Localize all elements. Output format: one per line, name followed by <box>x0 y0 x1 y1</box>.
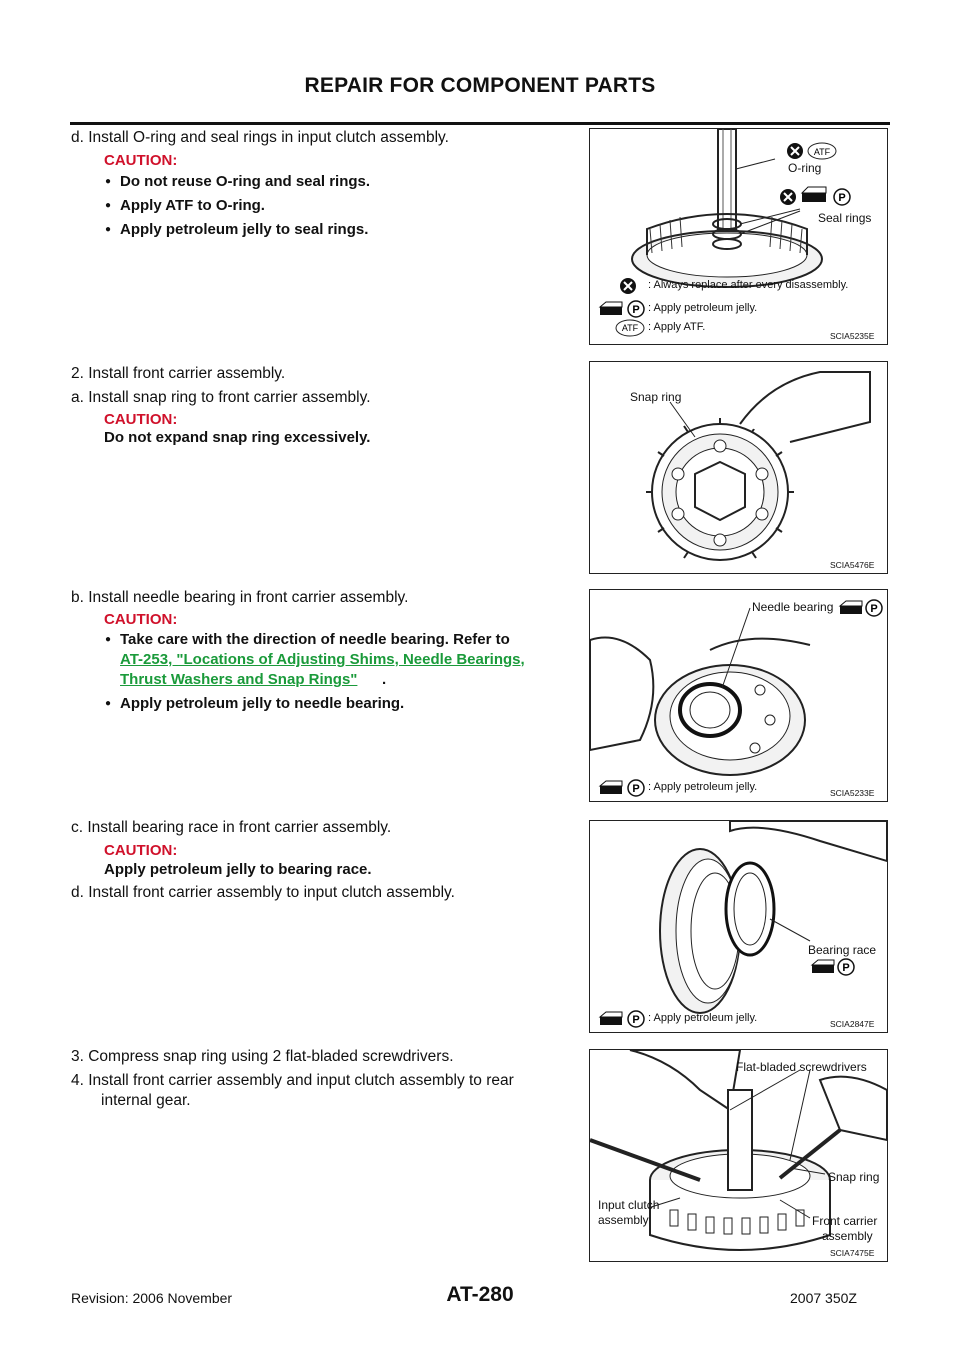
illustration-needle-bearing <box>590 590 887 801</box>
label-o-ring: O-ring <box>788 161 822 175</box>
petroleum-jelly-p-icon <box>838 959 854 975</box>
step-d-install-front-carrier-to-clutch: d. Install front carrier assembly to input clutch assembly. <box>71 884 455 901</box>
petroleum-jelly-brush-icon <box>600 1012 622 1025</box>
page-header-title: REPAIR FOR COMPONENT PARTS <box>304 74 656 97</box>
replace-x-icon <box>787 143 803 159</box>
step-2-install-front-carrier: 2. Install front carrier assembly. <box>71 365 286 382</box>
svg-text:P: P <box>870 603 878 615</box>
petroleum-jelly-p-icon <box>628 1011 644 1027</box>
caution-label: CAUTION: <box>104 411 178 428</box>
figure-bearing-race <box>589 820 888 1033</box>
label-needle-bearing: Needle bearing <box>752 600 834 614</box>
caution-text: Do not expand snap ring excessively. <box>104 429 371 446</box>
caution-label: CAUTION: <box>104 152 178 169</box>
petroleum-jelly-p-icon <box>628 780 644 796</box>
label-snap-ring: Snap ring <box>630 390 682 404</box>
caution-bullet: ● Apply ATF to O-ring. <box>120 196 265 216</box>
figure-code: SCIA2847E <box>830 1019 875 1029</box>
step-d-install-o-ring: d. Install O-ring and seal rings in input clutch assembly. <box>71 129 449 146</box>
petroleum-jelly-brush-icon <box>600 781 622 794</box>
caution-label: CAUTION: <box>104 611 178 628</box>
step-4-install-assemblies-line1: 4. Install front carrier assembly and input clutch assembly to rear <box>71 1072 514 1089</box>
svg-text:P: P <box>632 1014 640 1026</box>
caution-bullet: ● Do not reuse O-ring and seal rings. <box>120 172 370 192</box>
svg-text:P: P <box>842 962 850 974</box>
label-bearing-race: Bearing race <box>808 943 877 957</box>
figure-needle-bearing <box>589 589 888 802</box>
petroleum-jelly-brush-icon <box>802 187 826 202</box>
footer-revision: Revision: 2006 November <box>71 1290 233 1306</box>
label-front-carrier-line2: assembly <box>822 1229 873 1243</box>
svg-text:P: P <box>632 304 640 316</box>
header-rule <box>70 122 890 125</box>
legend-petroleum-jelly: : Apply petroleum jelly. <box>648 302 758 314</box>
petroleum-jelly-brush-icon <box>840 601 862 614</box>
legend-apply-atf: : Apply ATF. <box>648 321 706 333</box>
figure-code: SCIA5476E <box>830 560 875 570</box>
footer-model: 2007 350Z <box>790 1290 857 1306</box>
figure-code: SCIA5235E <box>830 331 875 341</box>
petroleum-jelly-brush-icon <box>600 302 622 315</box>
caution-bullet: ● Apply petroleum jelly to needle bearing. <box>120 694 404 714</box>
svg-text:P: P <box>632 783 640 795</box>
replace-x-icon <box>780 189 796 205</box>
legend-always-replace: : Always replace after every disassembly. <box>648 279 849 291</box>
label-input-clutch-line1: Input clutch <box>598 1198 660 1212</box>
step-b-install-needle-bearing: b. Install needle bearing in front carrier assembly. <box>71 589 409 606</box>
replace-x-icon <box>620 278 636 294</box>
petroleum-jelly-p-icon <box>628 301 644 317</box>
petroleum-jelly-p-icon <box>834 189 850 205</box>
label-snap-ring: Snap ring <box>828 1170 880 1184</box>
step-3-compress-snap-ring: 3. Compress snap ring using 2 flat-bladed screwdrivers. <box>71 1048 454 1065</box>
caution-bullet: ● Apply petroleum jelly to seal rings. <box>120 220 368 240</box>
step-a-install-snap-ring: a. Install snap ring to front carrier assembly. <box>71 389 371 406</box>
step-4-install-assemblies-line2: internal gear. <box>101 1092 191 1109</box>
label-flat-bladed-screwdrivers: Flat-bladed screwdrivers <box>736 1060 867 1074</box>
label-input-clutch-line2: assembly <box>598 1213 649 1227</box>
legend-petroleum-jelly: : Apply petroleum jelly. <box>648 1012 758 1024</box>
svg-text:ATF: ATF <box>813 147 831 157</box>
page-number: AT-280 <box>446 1283 514 1306</box>
figure-snap-ring <box>589 361 888 574</box>
link-locations-of-adjusting-shims[interactable]: AT-253, "Locations of Adjusting Shims, Needle Bearings, <box>120 651 525 668</box>
illustration-bearing-race <box>590 821 887 1032</box>
step-c-install-bearing-race: c. Install bearing race in front carrier assembly. <box>71 819 392 836</box>
figure-flat-bladed-screwdrivers <box>589 1049 888 1262</box>
label-front-carrier-line1: Front carrier <box>812 1214 878 1228</box>
petroleum-jelly-brush-icon <box>812 960 834 973</box>
caution-bullet: ● Take care with the direction of needle bearing. Refer to <box>120 630 580 650</box>
figure-code: SCIA7475E <box>830 1248 875 1258</box>
figure-code: SCIA5233E <box>830 788 875 798</box>
svg-text:P: P <box>838 192 846 204</box>
figure-o-ring-seal-rings <box>589 128 888 345</box>
caution-label: CAUTION: <box>104 842 178 859</box>
link-trailing-period: . <box>382 671 387 688</box>
label-seal-rings: Seal rings <box>818 211 872 225</box>
svg-text:ATF: ATF <box>621 323 639 333</box>
link-thrust-washers-snap-rings[interactable]: Thrust Washers and Snap Rings" <box>120 671 358 688</box>
petroleum-jelly-p-icon <box>866 600 882 616</box>
caution-text: Apply petroleum jelly to bearing race. <box>104 861 372 878</box>
legend-petroleum-jelly: : Apply petroleum jelly. <box>648 781 758 793</box>
